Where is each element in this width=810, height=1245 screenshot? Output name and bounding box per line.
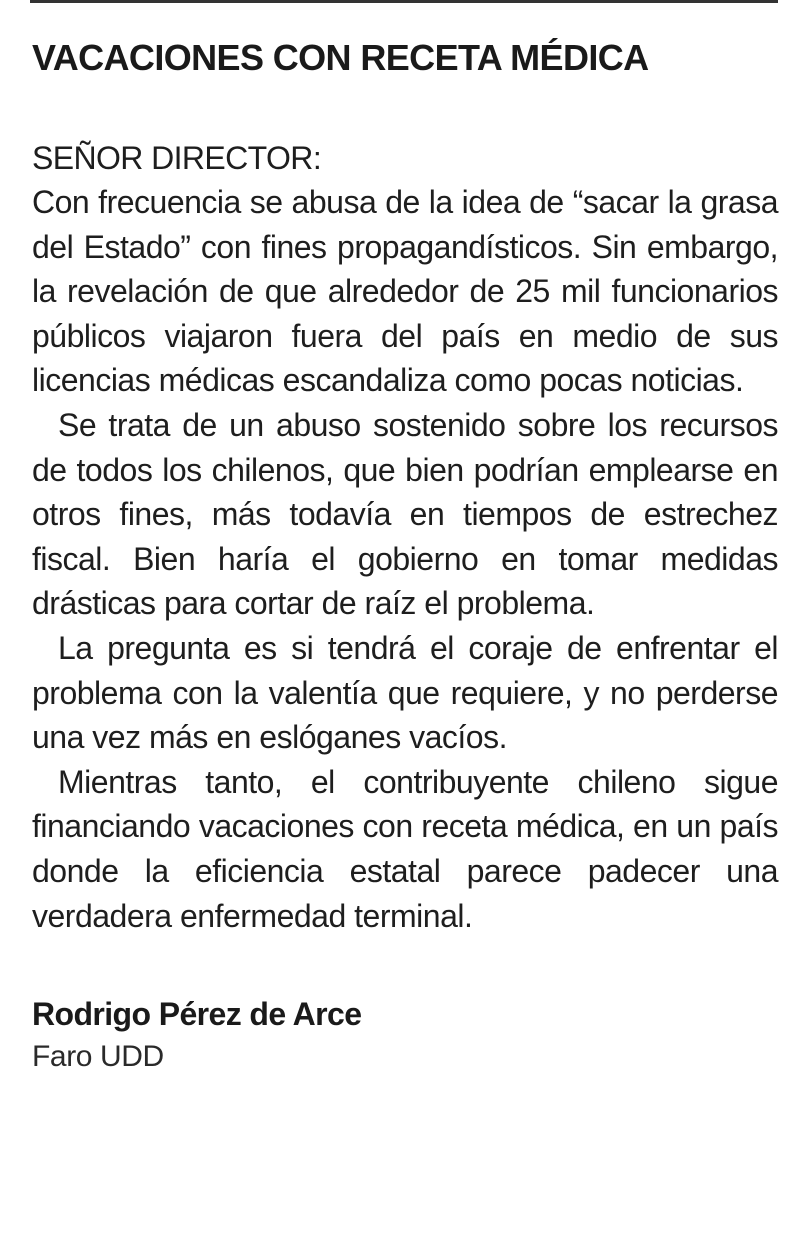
letter-to-editor bbox=[32, 0, 778, 1078]
author-affiliation: Faro UDD bbox=[32, 1040, 164, 1074]
author-name: Rodrigo Pérez de Arce bbox=[32, 996, 362, 1033]
paragraph-1: Con frecuencia se abusa de la idea de “sacar la grasa del Estado” con fines propagandísticos. Sin embargo, la revelación de que alrededor de 25 mil funcionarios públicos viajaron fuera del país en medio de sus licencias médicas escandaliza como pocas noticias. bbox=[32, 184, 778, 399]
signature bbox=[32, 992, 778, 1078]
paragraph-4: Mientras tanto, el contribuyente chileno sigue financiando vacaciones con receta médica, en un país donde la eficiencia estatal parece padecer una verdadera enfermedad terminal. bbox=[32, 763, 778, 934]
salutation: SEÑOR DIRECTOR: bbox=[32, 140, 322, 176]
headline: VACACIONES CON RECETA MÉDICA bbox=[32, 37, 649, 78]
paragraph-2: Se trata de un abuso sostenido sobre los recursos de todos los chilenos, que bien podrían emplearse en otros fines, más todavía en tiempos de estrechez fiscal. Bien haría el gobierno en tomar medidas drásticas para cortar de raíz el problema. bbox=[32, 406, 778, 622]
letter-body bbox=[32, 180, 778, 938]
paragraph-3: La pregunta es si tendrá el coraje de enfrentar el problema con la valentía que requiere, y no perderse una vez más en eslóganes vacíos. bbox=[32, 629, 778, 756]
